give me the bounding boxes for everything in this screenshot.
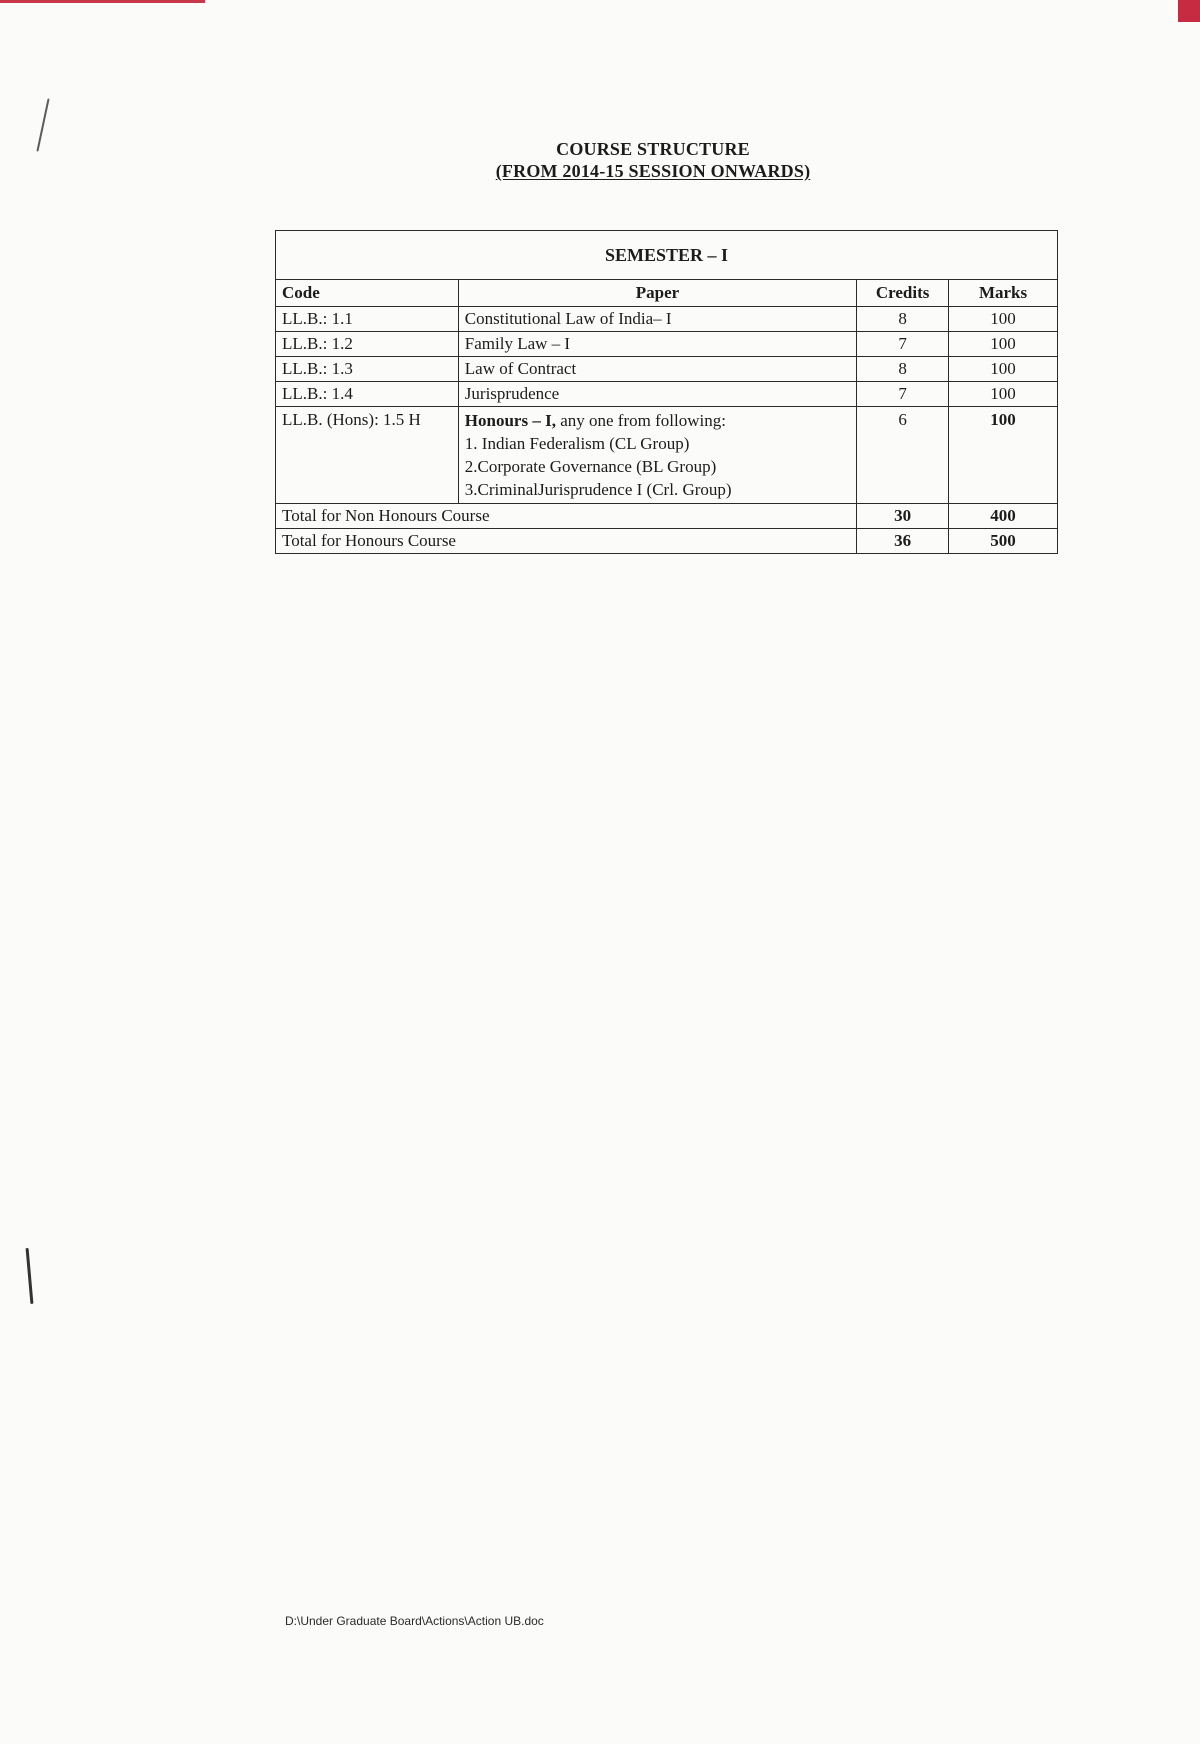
table-row (276, 307, 1058, 332)
document-title-block (0, 138, 1200, 182)
total-marks: 500 (949, 529, 1058, 554)
scan-corner-mark (1178, 0, 1200, 22)
honours-label-rest: any one from following: (555, 411, 726, 430)
cell-marks: 100 (949, 332, 1058, 357)
cell-code: LL.B.: 1.2 (276, 332, 459, 357)
total-row (276, 529, 1058, 554)
honours-option: 1. Indian Federalism (CL Group) (464, 434, 690, 453)
honours-label-bold: Honours – I, (464, 411, 556, 430)
header-credits: Credits (857, 280, 949, 307)
cell-paper: Family Law – I (458, 332, 856, 357)
cell-code: LL.B.: 1.3 (276, 357, 459, 382)
header-marks: Marks (949, 280, 1058, 307)
cell-code: LL.B.: 1.4 (276, 382, 459, 407)
cell-credits: 8 (857, 307, 949, 332)
total-credits: 30 (857, 504, 949, 529)
document-subtitle: (FROM 2014-15 SESSION ONWARDS) (495, 161, 811, 181)
honours-option: 2.Corporate Governance (BL Group) (464, 457, 717, 476)
cell-code: LL.B.: 1.1 (276, 307, 459, 332)
total-credits: 36 (857, 529, 949, 554)
pen-stroke-mark (26, 1248, 34, 1304)
semester-table (275, 230, 1058, 554)
honours-code: LL.B. (Hons): 1.5 H (276, 407, 459, 504)
table-row (276, 357, 1058, 382)
cell-marks: 100 (949, 357, 1058, 382)
semester-heading-row (276, 231, 1058, 280)
honours-option: 3.CriminalJurisprudence I (Crl. Group) (464, 480, 732, 499)
honours-label (465, 409, 850, 432)
total-label: Total for Non Honours Course (276, 504, 857, 529)
honours-paper (458, 407, 856, 504)
honours-marks: 100 (949, 407, 1058, 504)
total-marks: 400 (949, 504, 1058, 529)
table-row (276, 382, 1058, 407)
header-paper: Paper (458, 280, 856, 307)
cell-paper: Law of Contract (458, 357, 856, 382)
total-label: Total for Honours Course (276, 529, 857, 554)
document-title: COURSE STRUCTURE (556, 139, 750, 159)
cell-credits: 7 (857, 382, 949, 407)
semester-heading: SEMESTER – I (276, 231, 1058, 280)
column-header-row (276, 280, 1058, 307)
cell-credits: 8 (857, 357, 949, 382)
table-row (276, 332, 1058, 357)
cell-marks: 100 (949, 307, 1058, 332)
honours-row (276, 407, 1058, 504)
total-row (276, 504, 1058, 529)
footer-file-path: D:\Under Graduate Board\Actions\Action UB.doc (285, 1614, 544, 1628)
cell-paper: Constitutional Law of India– I (458, 307, 856, 332)
cell-paper: Jurisprudence (458, 382, 856, 407)
header-code: Code (276, 280, 459, 307)
honours-credits: 6 (857, 407, 949, 504)
scan-edge-mark (0, 0, 205, 3)
cell-marks: 100 (949, 382, 1058, 407)
cell-credits: 7 (857, 332, 949, 357)
